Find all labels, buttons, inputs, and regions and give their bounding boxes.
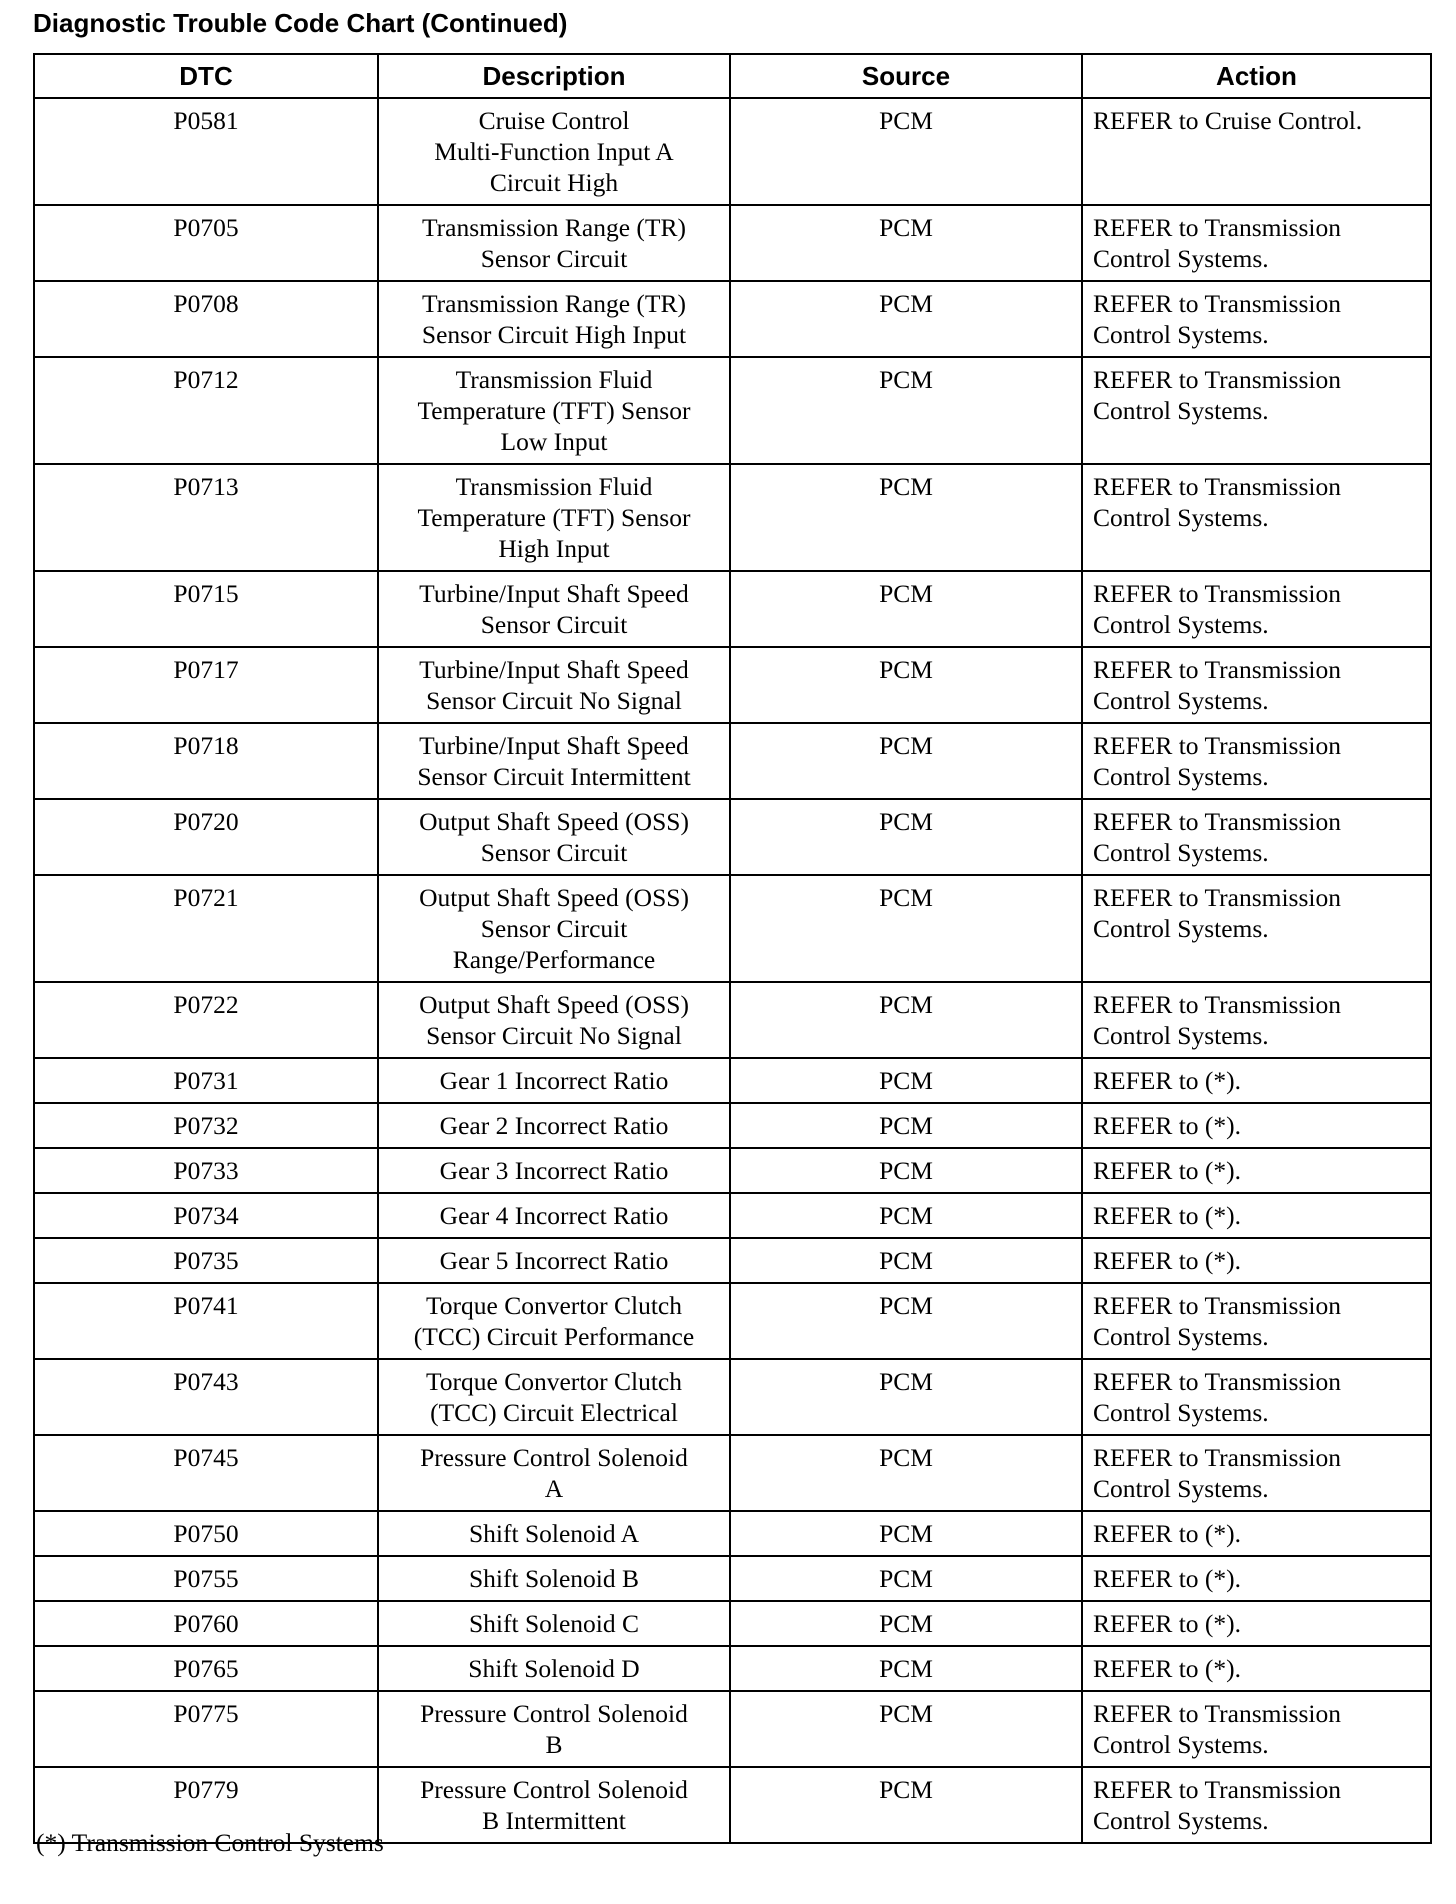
action-cell xyxy=(1082,1691,1431,1767)
description-cell xyxy=(378,1103,730,1148)
description-cell xyxy=(378,1359,730,1435)
action-cell-text: REFER to (*). xyxy=(1093,1066,1242,1095)
dtc-code-cell-text: P0712 xyxy=(173,365,239,394)
source-cell xyxy=(730,571,1082,647)
description-cell-text: Cruise Control Multi-Function Input A Circuit High xyxy=(434,106,674,197)
dtc-code-cell xyxy=(34,1058,378,1103)
source-cell-text: PCM xyxy=(879,1246,933,1275)
column-header-action: Action xyxy=(1082,54,1431,98)
description-cell-text: Transmission Range (TR) Sensor Circuit xyxy=(422,213,686,273)
action-cell xyxy=(1082,1148,1431,1193)
dtc-code-cell xyxy=(34,647,378,723)
table-row xyxy=(34,1148,1431,1193)
table-row xyxy=(34,281,1431,357)
table-row xyxy=(34,799,1431,875)
action-cell-text: REFER to Transmission Control Systems. xyxy=(1093,289,1341,349)
source-cell xyxy=(730,1193,1082,1238)
dtc-code-cell-text: P0745 xyxy=(173,1443,239,1472)
action-cell xyxy=(1082,723,1431,799)
dtc-code-cell xyxy=(34,1601,378,1646)
dtc-code-cell xyxy=(34,1556,378,1601)
description-cell xyxy=(378,1691,730,1767)
description-cell-text: Gear 4 Incorrect Ratio xyxy=(439,1201,669,1230)
action-cell-text: REFER to Transmission Control Systems. xyxy=(1093,807,1341,867)
dtc-code-cell-text: P0713 xyxy=(173,472,239,501)
source-cell xyxy=(730,647,1082,723)
action-cell-text: REFER to Transmission Control Systems. xyxy=(1093,1443,1341,1503)
source-cell xyxy=(730,357,1082,464)
action-cell xyxy=(1082,1556,1431,1601)
description-cell-text: Transmission Fluid Temperature (TFT) Sensor High Input xyxy=(417,472,691,563)
dtc-code-cell-text: P0734 xyxy=(173,1201,239,1230)
source-cell xyxy=(730,1601,1082,1646)
source-cell-text: PCM xyxy=(879,1443,933,1472)
source-cell xyxy=(730,1058,1082,1103)
table-row xyxy=(34,1556,1431,1601)
source-cell xyxy=(730,1238,1082,1283)
column-header-source: Source xyxy=(730,54,1082,98)
action-cell xyxy=(1082,1283,1431,1359)
dtc-code-cell xyxy=(34,982,378,1058)
table-row xyxy=(34,357,1431,464)
description-cell-text: Gear 3 Incorrect Ratio xyxy=(439,1156,669,1185)
action-cell xyxy=(1082,799,1431,875)
source-cell-text: PCM xyxy=(879,1519,933,1548)
dtc-code-cell-text: P0708 xyxy=(173,289,239,318)
source-cell-text: PCM xyxy=(879,1291,933,1320)
action-cell xyxy=(1082,875,1431,982)
action-cell-text: REFER to Transmission Control Systems. xyxy=(1093,990,1341,1050)
action-cell xyxy=(1082,571,1431,647)
source-cell-text: PCM xyxy=(879,1066,933,1095)
description-cell xyxy=(378,205,730,281)
description-cell-text: Gear 1 Incorrect Ratio xyxy=(439,1066,669,1095)
action-cell-text: REFER to Transmission Control Systems. xyxy=(1093,1367,1341,1427)
description-cell-text: Turbine/Input Shaft Speed Sensor Circuit Intermittent xyxy=(417,731,691,791)
action-cell-text: REFER to Cruise Control. xyxy=(1093,106,1363,135)
action-cell xyxy=(1082,1193,1431,1238)
dtc-code-cell-text: P0755 xyxy=(173,1564,239,1593)
action-cell xyxy=(1082,205,1431,281)
source-cell-text: PCM xyxy=(879,883,933,912)
description-cell xyxy=(378,799,730,875)
dtc-code-cell xyxy=(34,1435,378,1511)
action-cell-text: REFER to (*). xyxy=(1093,1654,1242,1683)
description-cell xyxy=(378,982,730,1058)
description-cell xyxy=(378,647,730,723)
action-cell xyxy=(1082,464,1431,571)
source-cell-text: PCM xyxy=(879,990,933,1019)
action-cell-text: REFER to Transmission Control Systems. xyxy=(1093,883,1341,943)
source-cell-text: PCM xyxy=(879,1111,933,1140)
dtc-code-cell xyxy=(34,1511,378,1556)
action-cell xyxy=(1082,1103,1431,1148)
source-cell xyxy=(730,464,1082,571)
description-cell-text: Output Shaft Speed (OSS) Sensor Circuit Range/Performance xyxy=(419,883,689,974)
table-row xyxy=(34,571,1431,647)
action-cell-text: REFER to Transmission Control Systems. xyxy=(1093,1291,1341,1351)
description-cell xyxy=(378,357,730,464)
page-title: Diagnostic Trouble Code Chart (Continued) xyxy=(33,8,568,38)
action-cell-text: REFER to (*). xyxy=(1093,1111,1242,1140)
description-cell xyxy=(378,1058,730,1103)
source-cell-text: PCM xyxy=(879,1775,933,1804)
table-row xyxy=(34,1646,1431,1691)
description-cell-text: Transmission Fluid Temperature (TFT) Sensor Low Input xyxy=(417,365,691,456)
action-cell-text: REFER to (*). xyxy=(1093,1246,1242,1275)
description-cell-text: Output Shaft Speed (OSS) Sensor Circuit xyxy=(419,807,689,867)
source-cell-text: PCM xyxy=(879,1654,933,1683)
action-cell xyxy=(1082,1435,1431,1511)
source-cell xyxy=(730,982,1082,1058)
dtc-code-cell xyxy=(34,1193,378,1238)
source-cell xyxy=(730,1511,1082,1556)
source-cell-text: PCM xyxy=(879,365,933,394)
table-row xyxy=(34,982,1431,1058)
description-cell xyxy=(378,1511,730,1556)
dtc-table xyxy=(33,53,1432,1844)
footnote: (*) Transmission Control Systems xyxy=(36,1828,384,1857)
action-cell xyxy=(1082,647,1431,723)
action-cell-text: REFER to (*). xyxy=(1093,1156,1242,1185)
dtc-code-cell xyxy=(34,281,378,357)
description-cell-text: Gear 2 Incorrect Ratio xyxy=(439,1111,669,1140)
dtc-code-cell-text: P0779 xyxy=(173,1775,239,1804)
description-cell xyxy=(378,1283,730,1359)
dtc-code-cell-text: P0581 xyxy=(173,106,239,135)
dtc-code-cell xyxy=(34,723,378,799)
source-cell xyxy=(730,723,1082,799)
table-row xyxy=(34,205,1431,281)
table-row xyxy=(34,1435,1431,1511)
source-cell-text: PCM xyxy=(879,731,933,760)
action-cell xyxy=(1082,281,1431,357)
action-cell-text: REFER to (*). xyxy=(1093,1609,1242,1638)
source-cell-text: PCM xyxy=(879,1564,933,1593)
source-cell xyxy=(730,1556,1082,1601)
source-cell xyxy=(730,1646,1082,1691)
source-cell xyxy=(730,1103,1082,1148)
source-cell xyxy=(730,1691,1082,1767)
source-cell-text: PCM xyxy=(879,1201,933,1230)
dtc-code-cell xyxy=(34,205,378,281)
dtc-code-cell-text: P0715 xyxy=(173,579,239,608)
source-cell-text: PCM xyxy=(879,655,933,684)
description-cell-text: Turbine/Input Shaft Speed Sensor Circuit No Signal xyxy=(419,655,689,715)
source-cell-text: PCM xyxy=(879,472,933,501)
action-cell-text: REFER to (*). xyxy=(1093,1519,1242,1548)
action-cell xyxy=(1082,1238,1431,1283)
action-cell-text: REFER to Transmission Control Systems. xyxy=(1093,365,1341,425)
description-cell-text: Shift Solenoid D xyxy=(468,1654,640,1683)
dtc-code-cell xyxy=(34,1646,378,1691)
action-cell xyxy=(1082,982,1431,1058)
description-cell xyxy=(378,98,730,205)
action-cell-text: REFER to Transmission Control Systems. xyxy=(1093,579,1341,639)
dtc-code-cell-text: P0733 xyxy=(173,1156,239,1185)
dtc-code-cell-text: P0750 xyxy=(173,1519,239,1548)
dtc-code-cell-text: P0732 xyxy=(173,1111,239,1140)
description-cell xyxy=(378,281,730,357)
description-cell xyxy=(378,464,730,571)
description-cell xyxy=(378,875,730,982)
source-cell-text: PCM xyxy=(879,1156,933,1185)
dtc-code-cell xyxy=(34,1103,378,1148)
source-cell-text: PCM xyxy=(879,1609,933,1638)
source-cell xyxy=(730,1148,1082,1193)
action-cell xyxy=(1082,357,1431,464)
column-header-dtc: DTC xyxy=(34,54,378,98)
source-cell-text: PCM xyxy=(879,1367,933,1396)
dtc-code-cell-text: P0717 xyxy=(173,655,239,684)
table-row xyxy=(34,1058,1431,1103)
source-cell-text: PCM xyxy=(879,1699,933,1728)
dtc-code-cell-text: P0760 xyxy=(173,1609,239,1638)
action-cell xyxy=(1082,1359,1431,1435)
description-cell-text: Torque Convertor Clutch (TCC) Circuit Performance xyxy=(413,1291,695,1351)
description-cell xyxy=(378,1193,730,1238)
description-cell xyxy=(378,571,730,647)
dtc-code-cell-text: P0705 xyxy=(173,213,239,242)
table-row xyxy=(34,464,1431,571)
action-cell-text: REFER to (*). xyxy=(1093,1564,1242,1593)
dtc-code-cell-text: P0720 xyxy=(173,807,239,836)
description-cell xyxy=(378,1601,730,1646)
description-cell xyxy=(378,1646,730,1691)
action-cell xyxy=(1082,1767,1431,1843)
dtc-code-cell-text: P0741 xyxy=(173,1291,239,1320)
description-cell-text: Pressure Control Solenoid A xyxy=(420,1443,688,1503)
dtc-code-cell xyxy=(34,1238,378,1283)
source-cell-text: PCM xyxy=(879,807,933,836)
table-body xyxy=(34,98,1431,1843)
source-cell-text: PCM xyxy=(879,213,933,242)
source-cell xyxy=(730,1767,1082,1843)
dtc-code-cell xyxy=(34,571,378,647)
dtc-code-cell-text: P0731 xyxy=(173,1066,239,1095)
source-cell-text: PCM xyxy=(879,106,933,135)
dtc-code-cell xyxy=(34,1148,378,1193)
description-cell-text: Pressure Control Solenoid B xyxy=(420,1699,688,1759)
description-cell xyxy=(378,1238,730,1283)
description-cell-text: Gear 5 Incorrect Ratio xyxy=(439,1246,669,1275)
dtc-code-cell xyxy=(34,98,378,205)
table-row xyxy=(34,1193,1431,1238)
dtc-code-cell xyxy=(34,357,378,464)
dtc-code-cell-text: P0775 xyxy=(173,1699,239,1728)
table-row xyxy=(34,1238,1431,1283)
dtc-code-cell-text: P0722 xyxy=(173,990,239,1019)
description-cell xyxy=(378,1767,730,1843)
table-row xyxy=(34,1691,1431,1767)
dtc-code-cell xyxy=(34,1691,378,1767)
table-row xyxy=(34,875,1431,982)
description-cell xyxy=(378,1148,730,1193)
dtc-code-cell xyxy=(34,1359,378,1435)
description-cell xyxy=(378,1556,730,1601)
table-row xyxy=(34,1601,1431,1646)
action-cell xyxy=(1082,1646,1431,1691)
description-cell-text: Pressure Control Solenoid B Intermittent xyxy=(420,1775,688,1835)
source-cell xyxy=(730,1435,1082,1511)
action-cell xyxy=(1082,1601,1431,1646)
source-cell-text: PCM xyxy=(879,289,933,318)
description-cell-text: Torque Convertor Clutch (TCC) Circuit Electrical xyxy=(426,1367,682,1427)
dtc-code-cell-text: P0721 xyxy=(173,883,239,912)
source-cell xyxy=(730,281,1082,357)
dtc-code-cell xyxy=(34,875,378,982)
description-cell-text: Transmission Range (TR) Sensor Circuit High Input xyxy=(421,289,687,349)
dtc-code-cell xyxy=(34,1283,378,1359)
table-header-row xyxy=(34,54,1431,98)
source-cell xyxy=(730,1283,1082,1359)
action-cell-text: REFER to Transmission Control Systems. xyxy=(1093,213,1341,273)
description-cell-text: Output Shaft Speed (OSS) Sensor Circuit No Signal xyxy=(419,990,689,1050)
action-cell-text: REFER to Transmission Control Systems. xyxy=(1093,655,1341,715)
dtc-code-cell xyxy=(34,464,378,571)
action-cell-text: REFER to (*). xyxy=(1093,1201,1242,1230)
action-cell-text: REFER to Transmission Control Systems. xyxy=(1093,472,1341,532)
dtc-code-cell-text: P0718 xyxy=(173,731,239,760)
action-cell xyxy=(1082,1511,1431,1556)
description-cell xyxy=(378,1435,730,1511)
description-cell-text: Shift Solenoid A xyxy=(468,1519,640,1548)
source-cell xyxy=(730,205,1082,281)
action-cell-text: REFER to Transmission Control Systems. xyxy=(1093,1699,1341,1759)
column-header-description: Description xyxy=(378,54,730,98)
action-cell-text: REFER to Transmission Control Systems. xyxy=(1093,731,1341,791)
action-cell xyxy=(1082,1058,1431,1103)
table-row xyxy=(34,647,1431,723)
source-cell-text: PCM xyxy=(879,579,933,608)
dtc-code-cell-text: P0735 xyxy=(173,1246,239,1275)
action-cell xyxy=(1082,98,1431,205)
action-cell-text: REFER to Transmission Control Systems. xyxy=(1093,1775,1341,1835)
table-row xyxy=(34,1103,1431,1148)
source-cell xyxy=(730,1359,1082,1435)
table-row xyxy=(34,1359,1431,1435)
description-cell-text: Turbine/Input Shaft Speed Sensor Circuit xyxy=(419,579,689,639)
dtc-code-cell xyxy=(34,799,378,875)
table-row xyxy=(34,98,1431,205)
source-cell xyxy=(730,799,1082,875)
description-cell-text: Shift Solenoid B xyxy=(468,1564,640,1593)
table-row xyxy=(34,723,1431,799)
table-row xyxy=(34,1283,1431,1359)
table-row xyxy=(34,1511,1431,1556)
source-cell xyxy=(730,98,1082,205)
dtc-code-cell-text: P0743 xyxy=(173,1367,239,1396)
description-cell xyxy=(378,723,730,799)
dtc-code-cell-text: P0765 xyxy=(173,1654,239,1683)
source-cell xyxy=(730,875,1082,982)
description-cell-text: Shift Solenoid C xyxy=(468,1609,640,1638)
